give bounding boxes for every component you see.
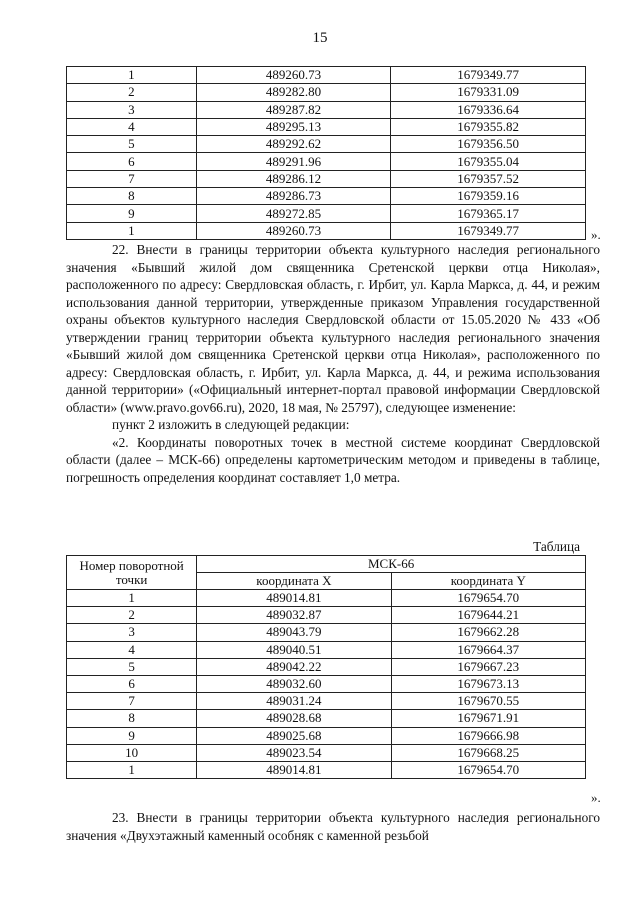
table-row xyxy=(67,222,586,239)
table-row xyxy=(67,84,586,101)
point-number-cell: 5 xyxy=(67,136,197,153)
point-number-cell: 4 xyxy=(67,641,197,658)
coordinate-x-cell: 489292.62 xyxy=(196,136,391,153)
table-row xyxy=(67,624,586,641)
coordinates-table-1 xyxy=(66,66,586,240)
table-caption: Таблица xyxy=(533,539,580,554)
point-number-cell: 9 xyxy=(67,727,197,744)
table-row xyxy=(67,744,586,761)
coordinate-x-cell: 489032.60 xyxy=(197,675,391,692)
point-number-cell: 4 xyxy=(67,118,197,135)
table2-closing-quote: ». xyxy=(591,790,601,805)
paragraph-quote: «2. Координаты поворотных точек в местной системе координат Свердловской области (далее – МСК-66) определены картометрическим методом и приведены в таблице, погрешность определения координат составляет 1,0 метра. xyxy=(66,434,600,485)
coordinate-y-cell: 1679671.91 xyxy=(391,710,585,727)
table-row xyxy=(67,727,586,744)
point-number-cell: 9 xyxy=(67,205,197,222)
point-number-cell: 3 xyxy=(67,624,197,641)
point-number-cell: 1 xyxy=(67,590,197,607)
coordinate-x-cell: 489014.81 xyxy=(197,590,391,607)
coordinate-y-cell: 1679355.82 xyxy=(391,118,586,135)
point-number-cell: 1 xyxy=(67,67,197,84)
point-number-cell: 3 xyxy=(67,101,197,118)
coordinate-y-cell: 1679365.17 xyxy=(391,205,586,222)
coordinate-y-cell: 1679357.52 xyxy=(391,170,586,187)
coordinate-x-cell: 489025.68 xyxy=(197,727,391,744)
table-row xyxy=(67,693,586,710)
coordinate-x-cell: 489260.73 xyxy=(196,222,391,239)
header-y: координата Y xyxy=(391,573,585,590)
coordinate-y-cell: 1679355.04 xyxy=(391,153,586,170)
table-row xyxy=(67,153,586,170)
coordinate-y-cell: 1679349.77 xyxy=(391,67,586,84)
coordinate-x-cell: 489295.13 xyxy=(196,118,391,135)
coordinate-x-cell: 489291.96 xyxy=(196,153,391,170)
coordinate-x-cell: 489014.81 xyxy=(197,761,391,778)
coordinate-x-cell: 489040.51 xyxy=(197,641,391,658)
coordinate-y-cell: 1679359.16 xyxy=(391,188,586,205)
header-x: координата X xyxy=(197,573,391,590)
table-row xyxy=(67,658,586,675)
coordinate-x-cell: 489282.80 xyxy=(196,84,391,101)
table-row xyxy=(67,641,586,658)
coordinate-x-cell: 489287.82 xyxy=(196,101,391,118)
point-number-cell: 8 xyxy=(67,710,197,727)
point-number-cell: 8 xyxy=(67,188,197,205)
paragraph-23-text: 23. Внести в границы территории объекта культурного наследия регионального значения «Двухэтажный каменный особняк с каменной резьбой xyxy=(66,810,600,843)
coordinate-y-cell: 1679662.28 xyxy=(391,624,585,641)
coordinate-y-cell: 1679668.25 xyxy=(391,744,585,761)
coordinate-y-cell: 1679331.09 xyxy=(391,84,586,101)
coordinate-y-cell: 1679644.21 xyxy=(391,607,585,624)
coordinate-y-cell: 1679664.37 xyxy=(391,641,585,658)
table-row xyxy=(67,205,586,222)
table-row xyxy=(67,101,586,118)
coordinate-y-cell: 1679336.64 xyxy=(391,101,586,118)
coordinate-x-cell: 489028.68 xyxy=(197,710,391,727)
table-row xyxy=(67,67,586,84)
table-row xyxy=(67,590,586,607)
coordinate-x-cell: 489042.22 xyxy=(197,658,391,675)
paragraph-item-2: пункт 2 изложить в следующей редакции: xyxy=(112,417,350,432)
coordinate-x-cell: 489043.79 xyxy=(197,624,391,641)
header-point-number: Номер поворотной точки xyxy=(67,556,197,590)
coordinate-x-cell: 489286.73 xyxy=(196,188,391,205)
coordinate-y-cell: 1679667.23 xyxy=(391,658,585,675)
table-row xyxy=(67,675,586,692)
point-number-cell: 2 xyxy=(67,607,197,624)
point-number-cell: 1 xyxy=(67,222,197,239)
table-row xyxy=(67,136,586,153)
coordinate-y-cell: 1679670.55 xyxy=(391,693,585,710)
coordinate-x-cell: 489260.73 xyxy=(196,67,391,84)
coordinate-x-cell: 489032.87 xyxy=(197,607,391,624)
point-number-cell: 2 xyxy=(67,84,197,101)
coordinates-table-2 xyxy=(66,555,586,779)
page-number: 15 xyxy=(312,30,328,46)
paragraph-22 xyxy=(66,241,600,486)
table-row xyxy=(67,710,586,727)
coordinate-x-cell: 489286.12 xyxy=(196,170,391,187)
coordinate-y-cell: 1679673.13 xyxy=(391,675,585,692)
paragraph-22-text: 22. Внести в границы территории объекта культурного наследия регионального значения «Бывший жилой дом священника Сретенской церкви отца Николая», расположенного по адресу: Свердловская область, г. Ирбит, ул. Карла Маркса, д. 44, и режим использования данной территории, утвержденные приказом Управления государственной охраны объектов культурного наследия Свердловской области от 15.05.2020 № 433 «Об утверждении границ территории объекта культурного наследия регионального значения «Бывший жилой дом священника Сретенской церкви отца Николая», расположенного по адресу: Свердловская область, г. Ирбит, ул. Карла Маркса, д. 44, и режима использования данной территории» («Официальный интернет-портал правовой информации Свердловской области» (www.pravo.gov66.ru), 2020, 18 мая, № 25797), следующее изменение: xyxy=(66,242,600,415)
point-number-cell: 6 xyxy=(67,153,197,170)
coordinate-x-cell: 489023.54 xyxy=(197,744,391,761)
point-number-cell: 10 xyxy=(67,744,197,761)
coordinate-x-cell: 489272.85 xyxy=(196,205,391,222)
table-row xyxy=(67,118,586,135)
paragraph-23 xyxy=(66,809,600,844)
coordinate-y-cell: 1679654.70 xyxy=(391,590,585,607)
point-number-cell: 6 xyxy=(67,675,197,692)
point-number-cell: 1 xyxy=(67,761,197,778)
coordinate-x-cell: 489031.24 xyxy=(197,693,391,710)
table-row xyxy=(67,607,586,624)
table-row xyxy=(67,170,586,187)
point-number-cell: 7 xyxy=(67,693,197,710)
table-row xyxy=(67,188,586,205)
coordinate-y-cell: 1679654.70 xyxy=(391,761,585,778)
point-number-cell: 5 xyxy=(67,658,197,675)
point-number-cell: 7 xyxy=(67,170,197,187)
coordinate-y-cell: 1679356.50 xyxy=(391,136,586,153)
coordinate-y-cell: 1679349.77 xyxy=(391,222,586,239)
table1-closing-quote: ». xyxy=(591,227,601,242)
coordinate-y-cell: 1679666.98 xyxy=(391,727,585,744)
table-row xyxy=(67,761,586,778)
header-coordinate-system: МСК-66 xyxy=(197,556,586,573)
